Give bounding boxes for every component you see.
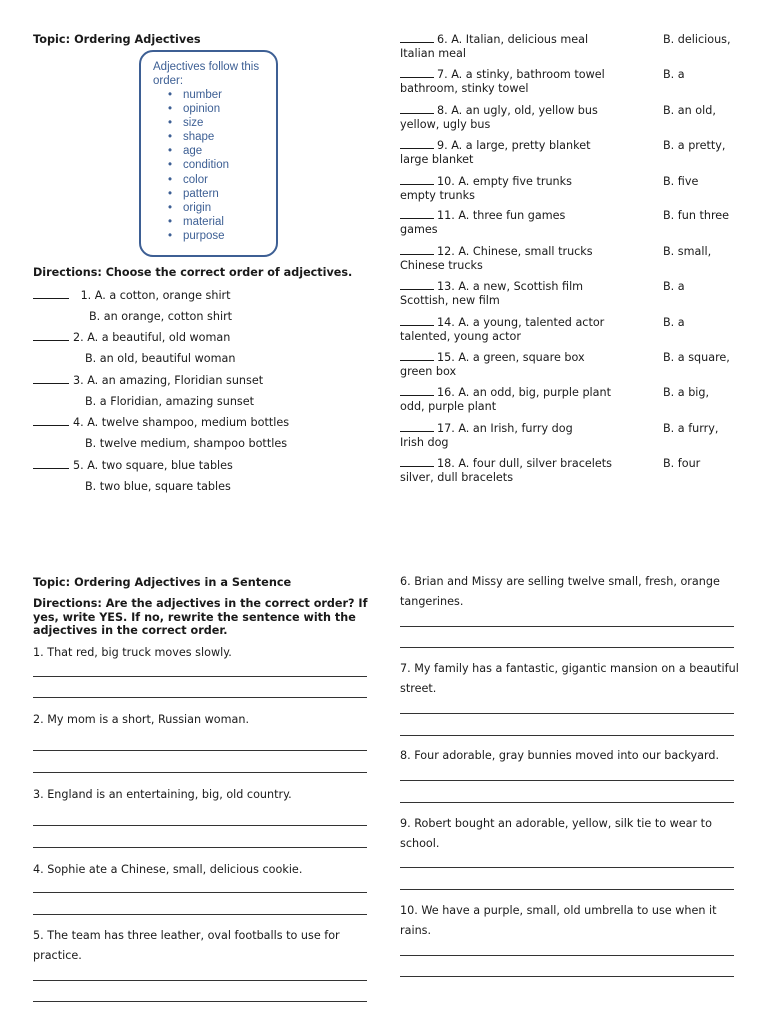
question-16: 16. A. an odd, big, purple plant odd, purple plant (400, 386, 611, 413)
order-item: • shape (183, 130, 229, 144)
question-5: 5. A. two square, blue tables (33, 459, 233, 474)
order-item: • number (183, 88, 229, 102)
question-3-option-b: B. a Floridian, amazing sunset (85, 395, 255, 408)
answer-line[interactable] (400, 780, 734, 781)
question-1: 1. A. a cotton, orange shirt (33, 289, 231, 304)
question-13-option-b: B. a (663, 280, 685, 293)
question-17: 17. A. an Irish, furry dog Irish dog (400, 422, 573, 449)
question-4: 4. A. twelve shampoo, medium bottles (33, 416, 289, 431)
answer-blank[interactable] (33, 289, 69, 299)
question-4-option-b: B. twelve medium, shampoo bottles (85, 437, 288, 450)
answer-blank[interactable] (400, 245, 434, 255)
sentence-6: 6. Brian and Missy are selling twelve small, fresh, orange tangerines. (400, 575, 720, 608)
question-15-option-b: B. a square, (663, 351, 730, 364)
answer-line[interactable] (400, 647, 734, 648)
answer-blank[interactable] (400, 316, 434, 326)
order-item: • color (183, 173, 229, 187)
question-2-option-b: B. an old, beautiful woman (85, 352, 236, 365)
answer-blank[interactable] (400, 104, 434, 114)
answer-blank[interactable] (33, 331, 69, 341)
order-item: • origin (183, 201, 229, 215)
answer-blank[interactable] (400, 422, 434, 432)
answer-blank[interactable] (400, 139, 434, 149)
part2-topic: Topic: Ordering Adjectives in a Sentence (33, 576, 292, 589)
answer-blank[interactable] (33, 459, 69, 469)
question-6: 6. A. Italian, delicious meal Italian meal (400, 33, 589, 60)
sentence-5: 5. The team has three leather, oval footballs to use for practice. (33, 929, 340, 962)
answer-line[interactable] (33, 892, 367, 893)
answer-blank[interactable] (400, 209, 434, 219)
answer-line[interactable] (33, 676, 367, 677)
question-14-option-b: B. a (663, 316, 685, 329)
answer-line[interactable] (400, 955, 734, 956)
sentence-4: 4. Sophie ate a Chinese, small, delicious cookie. (33, 863, 303, 876)
part1-directions: Directions: Choose the correct order of adjectives. (33, 266, 353, 279)
answer-line[interactable] (400, 626, 734, 627)
question-12-option-b: B. small, (663, 245, 712, 258)
order-item: • purpose (183, 229, 229, 243)
answer-blank[interactable] (400, 386, 434, 396)
answer-line[interactable] (400, 735, 734, 736)
question-18-option-b: B. four (663, 457, 701, 470)
answer-line[interactable] (400, 713, 734, 714)
answer-line[interactable] (400, 867, 734, 868)
answer-line[interactable] (33, 750, 367, 751)
question-16-option-b: B. a big, (663, 386, 710, 399)
question-8-option-b: B. an old, (663, 104, 716, 117)
question-15: 15. A. a green, square box green box (400, 351, 585, 378)
answer-line[interactable] (400, 976, 734, 977)
order-item: • pattern (183, 187, 229, 201)
answer-line[interactable] (33, 914, 367, 915)
question-14: 14. A. a young, talented actor talented, young actor (400, 316, 605, 343)
question-3: 3. A. an amazing, Floridian sunset (33, 374, 263, 389)
order-box-title: Adjectives follow this order: (153, 61, 260, 87)
question-1-option-b: B. an orange, cotton shirt (89, 310, 233, 323)
question-8: 8. A. an ugly, old, yellow bus yellow, ugly bus (400, 104, 598, 131)
answer-line[interactable] (33, 980, 367, 981)
sentence-2: 2. My mom is a short, Russian woman. (33, 713, 250, 726)
answer-line[interactable] (33, 1001, 367, 1002)
question-13: 13. A. a new, Scottish film Scottish, new film (400, 280, 584, 307)
question-18: 18. A. four dull, silver bracelets silver, dull bracelets (400, 457, 612, 484)
answer-blank[interactable] (400, 33, 434, 43)
answer-line[interactable] (33, 825, 367, 826)
answer-blank[interactable] (33, 374, 69, 384)
answer-blank[interactable] (33, 416, 69, 426)
question-10-option-b: B. five (663, 175, 699, 188)
question-12: 12. A. Chinese, small trucks Chinese trucks (400, 245, 593, 272)
part2-directions: Directions: Are the adjectives in the correct order? If yes, write YES. If no, rewrite the sentence with the adjectives in the correct order. (33, 597, 368, 637)
question-6-option-b: B. delicious, (663, 33, 731, 46)
answer-blank[interactable] (400, 351, 434, 361)
sentence-8: 8. Four adorable, gray bunnies moved into our backyard. (400, 749, 720, 762)
answer-blank[interactable] (400, 175, 434, 185)
sentence-7: 7. My family has a fantastic, gigantic mansion on a beautiful street. (400, 662, 739, 695)
sentence-10: 10. We have a purple, small, old umbrella to use when it rains. (400, 904, 717, 937)
order-item: • size (183, 116, 229, 130)
part1-topic: Topic: Ordering Adjectives (33, 33, 201, 46)
answer-line[interactable] (33, 847, 367, 848)
question-9: 9. A. a large, pretty blanket large blanket (400, 139, 591, 166)
order-item: • opinion (183, 102, 229, 116)
answer-blank[interactable] (400, 68, 434, 78)
question-7: 7. A. a stinky, bathroom towel bathroom, stinky towel (400, 68, 605, 95)
question-2: 2. A. a beautiful, old woman (33, 331, 230, 346)
order-item: • condition (183, 158, 229, 172)
sentence-9: 9. Robert bought an adorable, yellow, silk tie to wear to school. (400, 817, 712, 850)
answer-line[interactable] (400, 802, 734, 803)
answer-blank[interactable] (400, 457, 434, 467)
answer-line[interactable] (33, 772, 367, 773)
question-11: 11. A. three fun games games (400, 209, 566, 236)
answer-line[interactable] (400, 889, 734, 890)
question-11-option-b: B. fun three (663, 209, 730, 222)
question-10: 10. A. empty five trunks empty trunks (400, 175, 572, 202)
order-list (155, 88, 229, 243)
question-9-option-b: B. a pretty, (663, 139, 726, 152)
sentence-3: 3. England is an entertaining, big, old country. (33, 788, 292, 801)
order-item: • material (183, 215, 229, 229)
sentence-1: 1. That red, big truck moves slowly. (33, 646, 232, 659)
question-7-option-b: B. a (663, 68, 685, 81)
adjective-order-box (139, 50, 278, 257)
order-item: • age (183, 144, 229, 158)
answer-line[interactable] (33, 697, 367, 698)
answer-blank[interactable] (400, 280, 434, 290)
question-5-option-b: B. two blue, square tables (85, 480, 231, 493)
question-17-option-b: B. a furry, (663, 422, 719, 435)
